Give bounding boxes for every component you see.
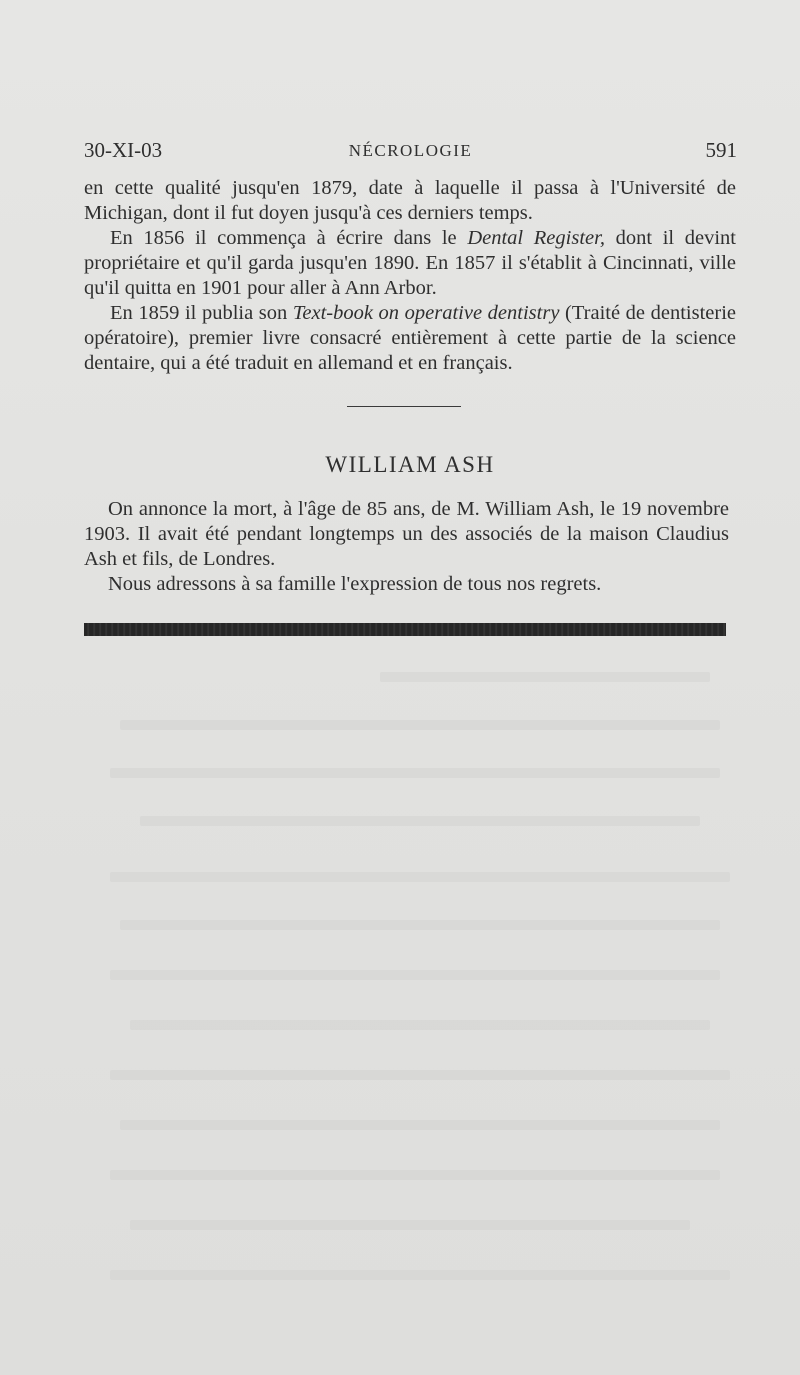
paragraph-2-text-before: En 1856 il commença à écrire dans le	[110, 227, 468, 249]
section-separator	[347, 406, 461, 407]
obituary-continuation	[84, 176, 736, 376]
header-date: 30-XI-03	[84, 138, 163, 162]
paragraph-2-text-after: dont il devint propriétaire et qu'il garda jusqu'en 1890. En 1857 il s'établit à Cincinnati, ville qu'il quitta en 1901 pour aller à Ann Arbor.	[84, 227, 736, 299]
page-number: 591	[705, 138, 737, 162]
paragraph-3-text-before: En 1859 il publia son	[110, 302, 293, 324]
notice-paragraph-1: On annonce la mort, à l'âge de 85 ans, de M. William Ash, le 19 novembre 1903. Il avait été pendant longtemps un des associés de la maison Claudius Ash et fils, de Londres.	[84, 498, 729, 570]
end-rule	[84, 623, 726, 636]
william-ash-notice	[84, 497, 729, 597]
section-title: WILLIAM ASH	[325, 452, 495, 477]
paragraph-1	[84, 176, 736, 226]
paragraph-2	[84, 226, 736, 301]
book-title: Text-book on operative dentistry	[292, 302, 560, 324]
paragraph-1-text: en cette qualité jusqu'en 1879, date à laquelle il passa à l'Université de Michigan, dont il fut doyen jusqu'à ces derniers temps.	[84, 177, 736, 224]
paragraph-3	[84, 301, 736, 376]
paragraph-3-text-after: (Traité de dentisterie opératoire), premier livre consacré entièrement à cette partie de la science dentaire, qui a été traduit en allemand et en français.	[84, 302, 736, 374]
header-section: NÉCROLOGIE	[348, 141, 473, 160]
journal-title: Dental Register,	[467, 227, 605, 249]
running-header	[84, 138, 737, 166]
notice-paragraph-2: Nous adressons à sa famille l'expression de tous nos regrets.	[108, 573, 602, 595]
